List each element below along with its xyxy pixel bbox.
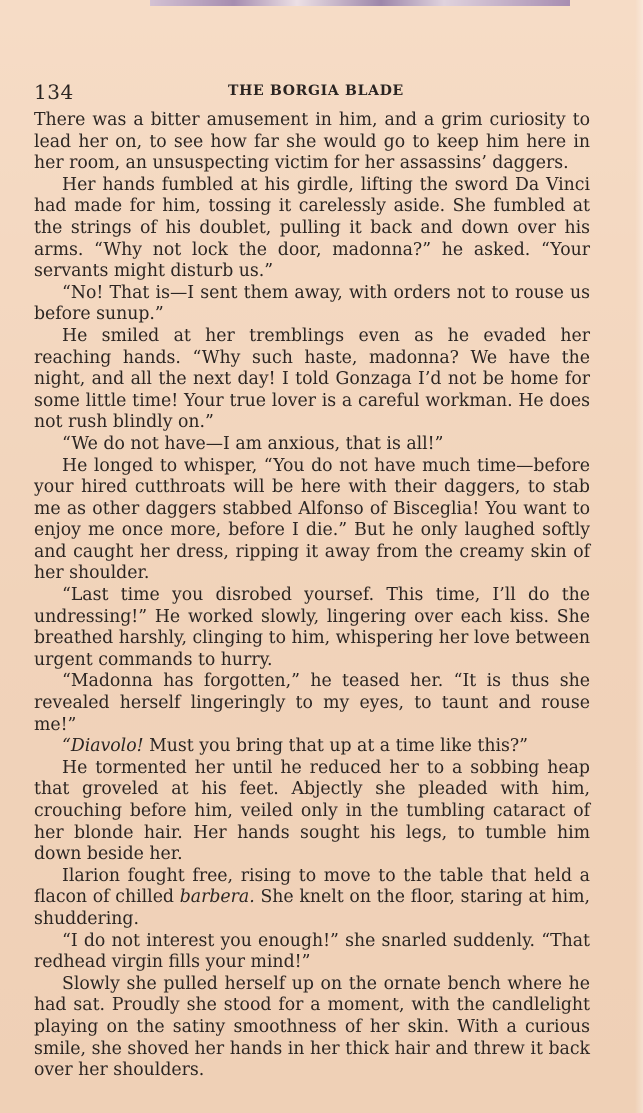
paragraph-6-text: He longed to whisper, “You do not have much time—before your hired cutthroats will be here with their daggers, to stab me as other daggers stabbed Alfonso of Bisceglia! You want to enjoy me once more, before I die.” But he only laughed softly and caught her dress, ripping it away from the creamy skin of her shoulder. — [34, 455, 590, 584]
paragraph-7-text: “Last time you disrobed yoursef. This time, I’ll do the undressing!” He worked slowly, lingering over each kiss. She breathed harshly, clinging to him, whispering her love between urgent commands to hurry. — [34, 585, 590, 670]
paragraph-10 — [34, 758, 590, 866]
paragraph-13 — [34, 974, 590, 1082]
paragraph-12-text: “I do not interest you enough!” she snarled suddenly. “That redhead virgin fills your mind!” — [34, 930, 590, 973]
paragraph-11 — [34, 866, 590, 931]
paragraph-3 — [34, 283, 590, 326]
paragraph-10-text: He tormented her until he reduced her to a sobbing heap that groveled at his feet. Abjectly she pleaded with him, crouching before him, veiled only in the tumbling cataract of her blonde hair. Her hands sought his legs, to tumble him down beside her. — [34, 757, 590, 865]
paragraph-2-text: Her hands fumbled at his girdle, lifting the sword Da Vinci had made for him, tossing it carelessly aside. She fumbled at the strings of his doublet, pulling it back and down over his arms. “Why not lock the door, madonna?” he asked. “Your servants might disturb us.” — [34, 174, 590, 282]
paragraph-2 — [34, 175, 590, 283]
top-edge-strip — [150, 0, 570, 6]
paragraph-8 — [34, 671, 590, 736]
paragraph-4 — [34, 326, 590, 434]
paragraph-13-text: Slowly she pulled herself up on the ornate bench where he had sat. Proudly she stood for a moment, with the candlelight playing on the satiny smoothness of her skin. With a curious smile, she shoved her hands in her thick hair and threw it back over her shoulders. — [34, 973, 590, 1081]
paragraph-12 — [34, 931, 590, 974]
paragraph-5 — [34, 434, 590, 456]
paragraph-8-text: “Madonna has forgotten,” he teased her. “It is thus she revealed herself lingeringly to my eyes, to taunt and rouse me!” — [34, 671, 590, 735]
paragraph-9 — [34, 736, 590, 758]
running-title: THE BORGIA BLADE — [228, 83, 404, 99]
body-text — [34, 110, 590, 1082]
paragraph-4-text: He smiled at her tremblings even as he evaded her reaching hands. “Why such haste, madonna? We have the night, and all the next day! I told Gonzaga I’d not be home for some little time! Your true lover is a careful workman. He does not rush blindly on.” — [34, 325, 590, 433]
paragraph-9-text: Must you bring that up at a time like this?” — [143, 736, 528, 757]
paragraph-11-text-after: She knelt on the floor, staring at him, shuddering. — [34, 887, 590, 929]
paragraph-3-text: “No! That is—I sent them away, with orders not to rouse us before sunup.” — [34, 282, 590, 325]
paragraph-7 — [34, 585, 590, 671]
paragraph-9-italic: “Diavolo! — [62, 736, 144, 757]
paragraph-6 — [34, 456, 590, 586]
page-number: 134 — [34, 80, 74, 104]
paragraph-1 — [34, 110, 590, 175]
paragraph-11-text-before: Ilarion fought free, rising to move to the table that held a flacon of chilled — [34, 865, 590, 908]
page-edge-shadow — [635, 0, 643, 1113]
paragraph-11-italic: barbera. — [179, 887, 255, 908]
page-header — [34, 80, 594, 110]
paragraph-1-text: There was a bitter amusement in him, and a grim curiosity to lead her on, to see how far she would go to keep him here in her room, an unsuspecting victim for her assassins’ daggers. — [34, 110, 590, 174]
paragraph-5-text: “We do not have—I am anxious, that is all!” — [62, 433, 444, 454]
